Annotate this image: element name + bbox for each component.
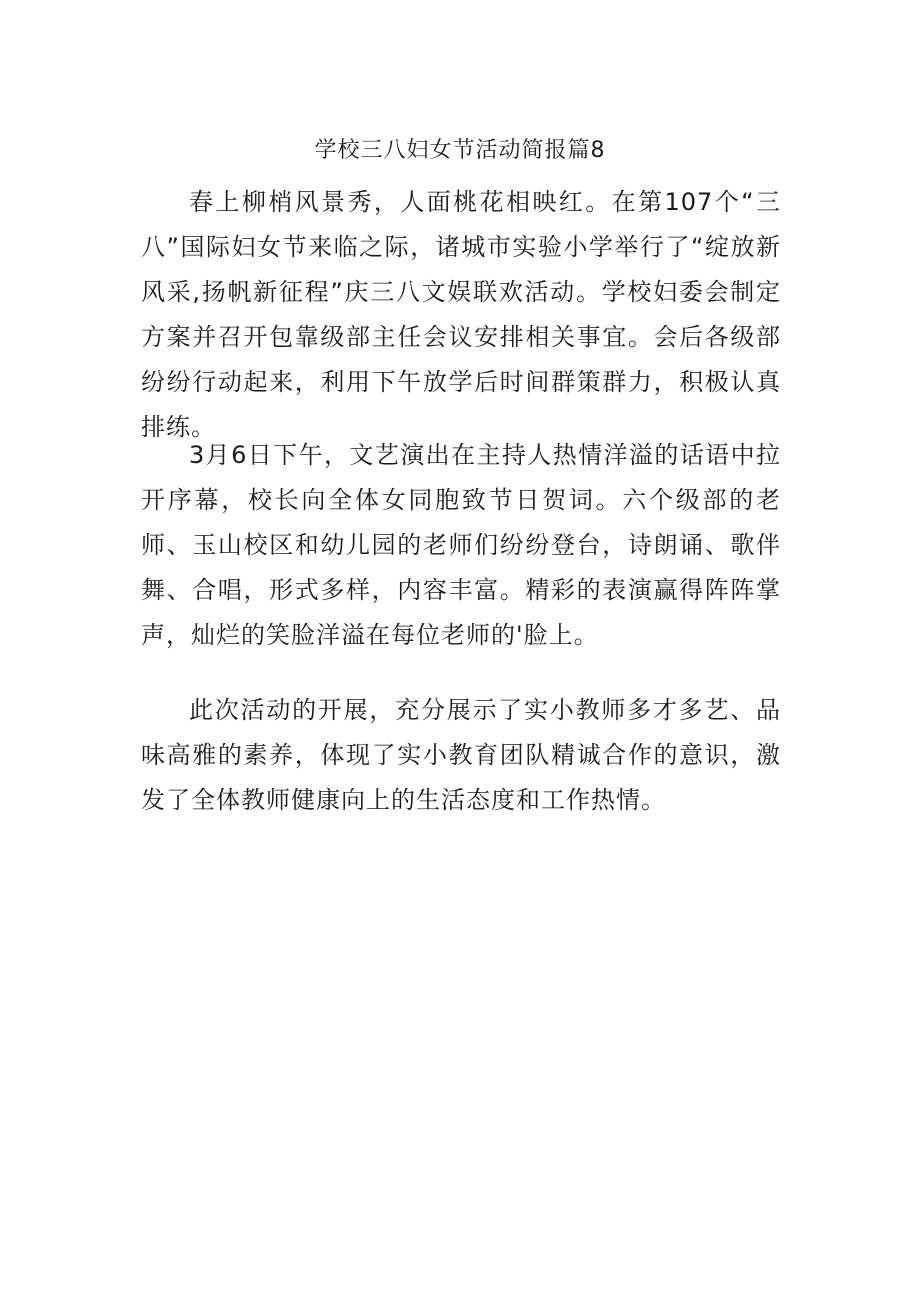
- paragraph-block-2: [141, 433, 781, 658]
- paragraph-3: 此次活动的开展，充分展示了实小教师多才多艺、品味高雅的素养，体现了实小教育团队精诚合作的意识，激发了全体教师健康向上的生活态度和工作热情。: [141, 696, 781, 814]
- paragraph-block-3: [141, 688, 781, 823]
- paragraph-block-1: [141, 180, 781, 450]
- paragraph-2: 3月6日下午，文艺演出在主持人热情洋溢的话语中拉开序幕，校长向全体女同胞致节日贺词。六个级部的老师、玉山校区和幼儿园的老师们纷纷登台，诗朗诵、歌伴舞、合唱，形式多样，内容丰富。精彩的表演赢得阵阵掌声，灿烂的笑脸洋溢在每位老师的'脸上。: [141, 441, 781, 649]
- document-title: 学校三八妇女节活动简报篇8: [314, 138, 606, 163]
- paragraph-1: 春上柳梢风景秀，人面桃花相映红。在第107个“三八”国际妇女节来临之际，诸城市实验小学举行了“绽放新风采,扬帆新征程”庆三八文娱联欢活动。学校妇委会制定方案并召开包靠级部主任会议安排相关事宜。会后各级部纷纷行动起来，利用下午放学后时间群策群力，积极认真排练。: [141, 188, 781, 441]
